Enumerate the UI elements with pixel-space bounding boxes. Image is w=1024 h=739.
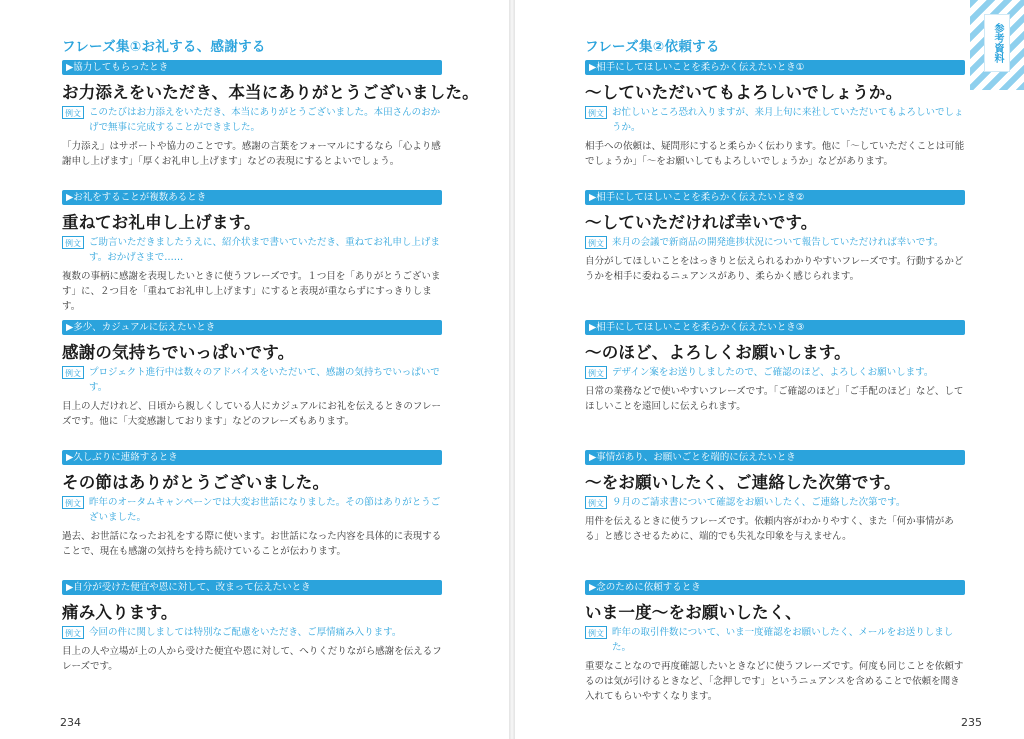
section-title: フレーズ集①お礼する、感謝する [62, 39, 266, 55]
phrase-heading: その節はありがとうございました。 [62, 473, 330, 492]
example [62, 625, 442, 640]
phrase-heading: 〜していただいてもよろしいでしょうか。 [585, 83, 903, 102]
example-label: 例文 [62, 106, 84, 119]
phrase-heading: 〜していただければ幸いです。 [585, 213, 818, 232]
phrase-block [62, 60, 479, 169]
description: 用件を伝えるときに使うフレーズです。依頼内容がわかりやすく、また「何か事情がある」と感じさせるために、端的でも失礼な印象を与えません。 [585, 516, 954, 542]
example [62, 495, 442, 525]
page-number: 235 [961, 716, 982, 729]
example-text: このたびはお力添えをいただき、本当にありがとうございました。本田さんのおかげで無事に完成することができました。 [89, 107, 441, 133]
section-title: フレーズ集②依頼する [585, 39, 720, 55]
phrase-heading: いま一度〜をお願いしたく、 [585, 603, 802, 622]
description: 自分がしてほしいことをはっきりと伝えられるわかりやすいフレーズです。行動するかどうかを相手に委ねるニュアンスがあり、柔らかく感じられます。 [585, 256, 964, 282]
situation-tag: ▶多少、カジュアルに伝えたいとき [62, 320, 442, 335]
phrase-heading: 痛み入ります。 [62, 603, 178, 622]
example-text: 昨年のオータムキャンペーンでは大変お世話になりました。その節はありがとうございました。 [89, 497, 441, 523]
situation-tag: ▶相手にしてほしいことを柔らかく伝えたいとき① [585, 60, 965, 75]
phrase-block [62, 580, 442, 674]
example-text: 今回の件に関しましては特別なご配慮をいただき、ご厚情痛み入ります。 [89, 627, 402, 638]
example [62, 365, 442, 395]
phrase-block [62, 320, 442, 429]
phrase-block [585, 190, 965, 284]
description: 重要なことなので再度確認したいときなどに使うフレーズです。何度も同じことを依頼するのは気が引けるときなど、「念押しです」というニュアンスを含めることで依頼を聞き入れてもらいやすくなります。 [585, 661, 964, 702]
description: 複数の事柄に感謝を表現したいときに使うフレーズです。１つ目を「ありがとうございます」に、２つ目を「重ねてお礼申し上げます」にすると表現が重ならずにすっきりします。 [62, 271, 441, 312]
phrase-block [585, 60, 965, 169]
situation-tag: ▶協力してもらったとき [62, 60, 442, 75]
situation-tag: ▶久しぶりに連絡するとき [62, 450, 442, 465]
example-label: 例文 [62, 366, 84, 379]
example-text: お忙しいところ恐れ入りますが、来月上旬に来社していただいてもよろしいでしょうか。 [612, 107, 964, 133]
reference-tab-label: 参考資料 [984, 14, 1010, 72]
example [585, 365, 965, 380]
left-page [0, 0, 509, 739]
example-label: 例文 [585, 236, 607, 249]
phrase-heading: 〜のほど、よろしくお願いします。 [585, 343, 851, 362]
example [62, 235, 442, 265]
phrase-block [585, 450, 965, 544]
situation-tag: ▶事情があり、お願いごとを端的に伝えたいとき [585, 450, 965, 465]
description: 過去、お世話になったお礼をする際に使います。お世話になった内容を具体的に表現することで、現在も感謝の気持ちを持ち続けていることが伝わります。 [62, 531, 442, 557]
example-label: 例文 [585, 496, 607, 509]
phrase-heading: 感謝の気持ちでいっぱいです。 [62, 343, 295, 362]
example-text: 来月の会議で新商品の開発進捗状況について報告していただければ幸いです。 [612, 237, 944, 248]
example-label: 例文 [585, 366, 607, 379]
phrase-heading: 重ねてお礼申し上げます。 [62, 213, 261, 232]
example [585, 105, 965, 135]
phrase-block [585, 580, 965, 704]
right-page [515, 0, 1024, 739]
situation-tag: ▶相手にしてほしいことを柔らかく伝えたいとき② [585, 190, 965, 205]
description: 相手への依頼は、疑問形にすると柔らかく伝わります。他に「〜していただくことは可能でしょうか」「〜をお願いしてもよろしいでしょうか」などがあります。 [585, 141, 965, 167]
phrase-block [585, 320, 965, 414]
example-label: 例文 [62, 496, 84, 509]
example [585, 625, 965, 655]
example [62, 105, 442, 135]
example-text: ご助言いただきましたうえに、紹介状まで書いていただき、重ねてお礼申し上げます。おかげさまで…… [89, 237, 440, 263]
example-text: デザイン案をお送りしましたので、ご確認のほど、よろしくお願いします。 [612, 367, 934, 378]
example-text: ９月のご請求書について確認をお願いしたく、ご連絡した次第です。 [612, 497, 906, 508]
situation-tag: ▶自分が受けた便宜や恩に対して、改まって伝えたいとき [62, 580, 442, 595]
description: 目上の人や立場が上の人から受けた便宜や恩に対して、へりくだりながら感謝を伝えるフレーズです。 [62, 646, 442, 672]
description: 日常の業務などで使いやすいフレーズです。「ご確認のほど」「ご手配のほど」など、してほしいことを遠回しに伝えられます。 [585, 386, 964, 412]
situation-tag: ▶念のために依頼するとき [585, 580, 965, 595]
phrase-heading: 〜をお願いしたく、ご連絡した次第です。 [585, 473, 901, 492]
example-label: 例文 [585, 106, 607, 119]
example-text: プロジェクト進行中は数々のアドバイスをいただいて、感謝の気持ちでいっぱいです。 [89, 367, 440, 393]
example-label: 例文 [585, 626, 607, 639]
example [585, 235, 965, 250]
example-label: 例文 [62, 236, 84, 249]
description: 「力添え」はサポートや協力のことです。感謝の言葉をフォーマルにするなら「心より感謝申し上げます」「厚くお礼申し上げます」などの表現にするとよいでしょう。 [62, 141, 441, 167]
phrase-block [62, 450, 442, 559]
description: 目上の人だけれど、日頃から親しくしている人にカジュアルにお礼を伝えるときのフレーズです。他に「大変感謝しております」などのフレーズもあります。 [62, 401, 442, 427]
phrase-block [62, 190, 442, 314]
phrase-heading: お力添えをいただき、本当にありがとうございました。 [62, 83, 479, 102]
situation-tag: ▶相手にしてほしいことを柔らかく伝えたいとき③ [585, 320, 965, 335]
page-number: 234 [60, 716, 81, 729]
example [585, 495, 965, 510]
example-text: 昨年の取引件数について、いま一度確認をお願いしたく、メールをお送りしました。 [612, 627, 954, 653]
example-label: 例文 [62, 626, 84, 639]
situation-tag: ▶お礼をすることが複数あるとき [62, 190, 442, 205]
